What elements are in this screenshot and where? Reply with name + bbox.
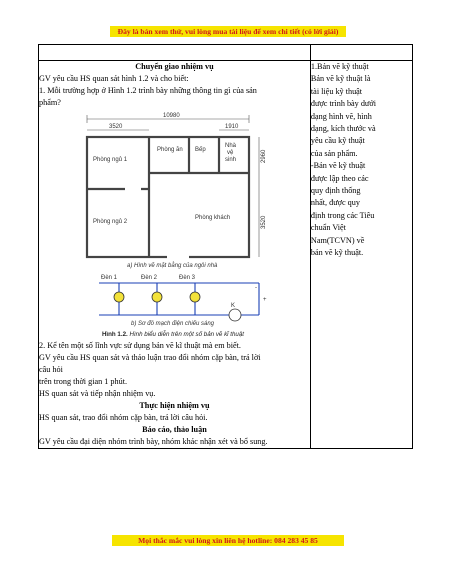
right-line: dạng, kích thước và <box>310 124 376 134</box>
question-2: 2. Kể tên một số lĩnh vực sử dụng bản vẽ kĩ thuật mà em biết. <box>39 341 241 350</box>
right-line: dạng hình vẽ, hình <box>310 111 372 121</box>
heading-perform-task: Thực hiện nhiệm vụ <box>139 401 210 410</box>
room-wc-1: Nhà <box>225 143 237 149</box>
right-line: chuẩn Việt <box>310 223 346 233</box>
activity-cell <box>39 61 311 449</box>
figure-caption-text: Hình biểu diễn trên một số bản vẽ kĩ thuật <box>127 331 245 338</box>
room-living: Phòng khách <box>195 215 231 221</box>
heading-report: Báo cáo, thảo luận <box>142 425 207 434</box>
room-dining: Phòng ăn <box>157 147 183 153</box>
table-content-row <box>39 61 413 449</box>
right-line: được trình bày dưới <box>310 99 376 109</box>
dim-v2: 3520 <box>261 215 267 229</box>
figure-1-2 <box>39 111 310 329</box>
discussion-instruction: GV yêu cầu HS quan sát và thảo luận trao đổi nhóm cặp bàn, trả lời <box>39 353 261 362</box>
dim-left: 3520 <box>109 124 123 130</box>
right-line: được lập theo các <box>310 173 369 183</box>
caption-a: a) Hình vẽ mặt bằng của ngôi nhà <box>127 263 218 269</box>
floor-plan <box>87 137 249 257</box>
room-bedroom-1: Phòng ngủ 1 <box>93 157 128 163</box>
dim-total: 10980 <box>163 113 180 119</box>
lamp-3-label: Đèn 3 <box>179 275 196 281</box>
receive-task: HS quan sát và tiếp nhận nhiệm vụ. <box>39 389 156 398</box>
right-line: Nam(TCVN) về <box>310 235 365 245</box>
right-line: quy định thống <box>310 186 361 196</box>
instruction-line: GV yêu cầu HS quan sát hình 1.2 và cho biết: <box>39 74 189 83</box>
room-bedroom-2: Phòng ngủ 2 <box>93 219 128 225</box>
preview-banner: Đây là bản xem thử, vui lòng mua tài liệu để xem chi tiết (có lời giải) <box>110 26 346 37</box>
figure-caption <box>39 331 307 338</box>
lesson-table <box>38 44 413 449</box>
battery-minus: - <box>255 285 257 291</box>
discussion-time: trên trong thời gian 1 phút. <box>39 377 128 386</box>
table-header-row <box>39 45 413 61</box>
right-line: yêu cầu kỹ thuật <box>310 136 365 146</box>
dim-right: 1910 <box>225 124 239 130</box>
right-line: tài liệu kỹ thuật <box>310 86 363 96</box>
right-line: nhất, được quy <box>310 198 360 208</box>
right-line: định trong các Tiêu <box>310 210 375 220</box>
lamps <box>114 292 200 302</box>
room-wc-2: vệ <box>227 150 234 156</box>
content-cell <box>310 61 412 449</box>
header-cell-left <box>39 45 311 61</box>
room-kitchen: Bếp <box>195 147 206 153</box>
discussion-instruction-cont: câu hỏi <box>39 365 63 374</box>
right-line: bản vẽ kỹ thuật. <box>310 248 364 258</box>
right-line: -Bản vẽ kỹ thuật <box>310 161 366 171</box>
battery-plus: + <box>263 297 267 303</box>
room-wc-3: sinh <box>225 157 237 163</box>
lamp-1-label: Đèn 1 <box>101 275 118 281</box>
question-1-cont: phẩm? <box>39 98 61 107</box>
switch-label: K <box>231 303 236 309</box>
heading-assign-task: Chuyển giao nhiệm vụ <box>135 62 214 71</box>
technical-drawing <box>39 111 307 329</box>
perform-line: HS quan sát, trao đổi nhóm cặp bàn, trả lời câu hỏi. <box>39 413 208 422</box>
right-line: Bản vẽ kỹ thuật là <box>310 74 371 84</box>
question-1: 1. Mỗi trường hợp ở Hình 1.2 trình bày những thông tin gì của sản <box>39 86 257 95</box>
header-cell-right <box>310 45 412 61</box>
hotline-banner: Mọi thắc mắc vui lòng xin liên hệ hotline: 084 283 45 85 <box>112 535 344 546</box>
right-line: 1.Bản vẽ kỹ thuật <box>310 62 369 71</box>
lamp-2-label: Đèn 2 <box>141 275 158 281</box>
dim-v1: 2960 <box>261 149 267 163</box>
caption-b: b) Sơ đồ mạch điện chiếu sáng <box>131 321 215 327</box>
figure-caption-number: Hình 1.2. <box>101 331 128 338</box>
report-line: GV yêu cầu đại diện nhóm trình bày, nhóm khác nhận xét và bổ sung. <box>39 437 268 446</box>
right-line: của sản phẩm. <box>310 148 358 158</box>
